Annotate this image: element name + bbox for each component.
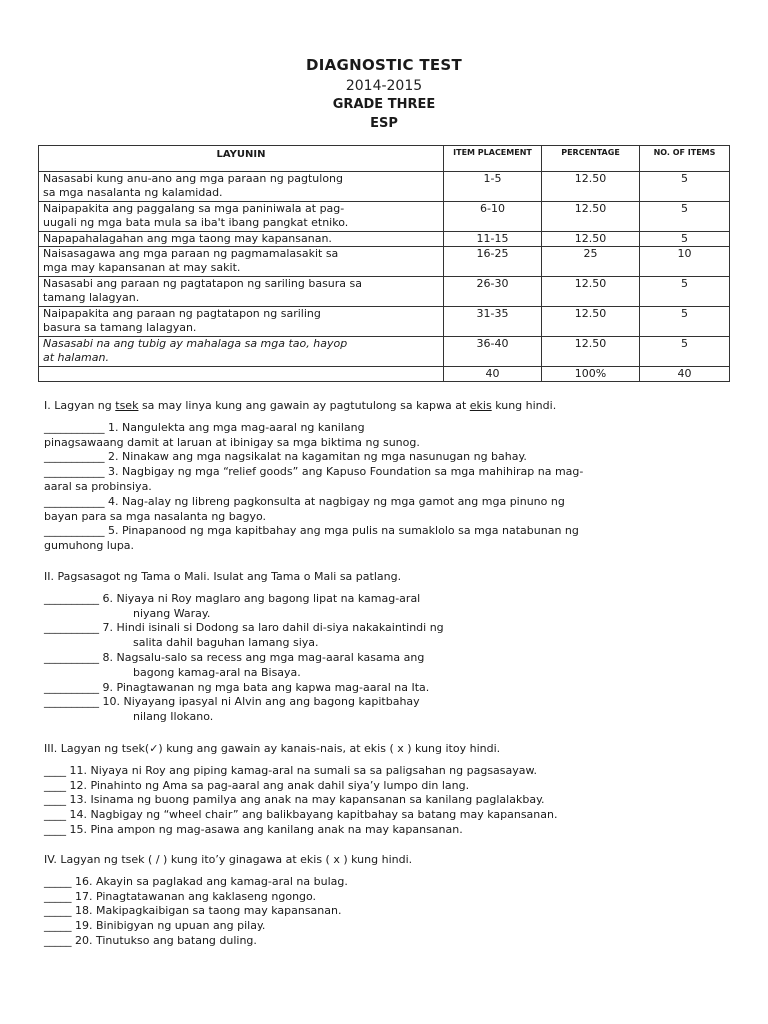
instruction-ekis: ekis (469, 399, 492, 412)
question-line: _____ 20. Tinutukso ang batang duling. (44, 933, 257, 947)
table-row (39, 247, 730, 277)
items-cell: 5 (640, 337, 730, 367)
percentage-cell: 25 (542, 247, 640, 277)
question-line: ____ 14. Nagbigay ng “wheel chair” ang balikbayang kapitbahay sa batang may kapansanan. (44, 808, 558, 822)
objective-line: Nasasabi na ang tubig ay mahalaga sa mga tao, hayop (43, 337, 348, 350)
question-line: __________ 6. Niyaya ni Roy maglaro ang bagong lipat na kamag-aral (44, 591, 421, 605)
table-of-specifications (38, 145, 730, 382)
subject: ESP (370, 116, 398, 131)
table-row (39, 277, 730, 307)
table-row (39, 172, 730, 202)
question-line: _____ 17. Pinagtatawanan ang kaklaseng ngongo. (44, 889, 317, 903)
question-line: salita dahil baguhan lamang siya. (133, 636, 319, 650)
item-placement-cell: 26-30 (444, 277, 542, 307)
objective-line: tamang lalagyan. (43, 291, 140, 304)
header-no-of-items: NO. OF ITEMS (640, 146, 730, 172)
objective-line: Naisasagawa ang mga paraan ng pagmamalasakit sa (43, 247, 339, 260)
question-line: gumuhong lupa. (44, 539, 135, 553)
table-row (39, 202, 730, 232)
instruction-text: sa may linya kung ang gawain ay pagtutulong sa kapwa at (138, 399, 470, 412)
item-placement-cell: 31-35 (444, 307, 542, 337)
question-line: niyang Waray. (133, 606, 211, 620)
question-line: _____ 19. Binibigyan ng upuan ang pilay. (44, 919, 266, 933)
question-line: ___________ 2. Ninakaw ang mga nagsikalat na kagamitan ng mga nasunugan ng bahay. (44, 450, 527, 464)
question-line: ___________ 1. Nangulekta ang mga mag-aaral ng kanilang (44, 420, 365, 434)
question-line: ____ 13. Isinama ng buong pamilya ang anak na may kapansanan sa kanilang paglalakbay. (44, 793, 545, 807)
objective-line: mga may kapansanan at may sakit. (43, 261, 241, 274)
question-line: __________ 9. Pinagtawanan ng mga bata ang kapwa mag-aaral na Ita. (44, 680, 430, 694)
total-placement: 40 (444, 367, 542, 382)
percentage-cell: 12.50 (542, 202, 640, 232)
objective-line: sa mga nasalanta ng kalamidad. (43, 186, 223, 199)
question-line: bagong kamag-aral na Bisaya. (133, 665, 301, 679)
items-cell: 5 (640, 307, 730, 337)
instruction-text: kung hindi. (491, 399, 557, 412)
header-layunin: LAYUNIN (39, 146, 444, 172)
question-line: _____ 18. Makipagkaibigan sa taong may kapansanan. (44, 904, 342, 918)
percentage-cell: 12.50 (542, 307, 640, 337)
percentage-cell: 12.50 (542, 337, 640, 367)
part-2 (44, 570, 444, 725)
grade-level: GRADE THREE (332, 97, 436, 112)
question-line: __________ 8. Nagsalu-salo sa recess ang mga mag-aaral kasama ang (44, 650, 425, 664)
percentage-cell: 12.50 (542, 277, 640, 307)
question-line: ____ 11. Niyaya ni Roy ang piping kamag-aral na sumali sa sa paligsahan ng pagsasayaw. (44, 763, 537, 777)
question-line: bayan para sa mga nasalanta ng bagyo. (44, 509, 267, 523)
question-line: __________ 10. Niyayang ipasyal ni Alvin ang ang bagong kapitbahay (44, 695, 420, 709)
objective-line: at halaman. (43, 351, 109, 364)
items-cell: 5 (640, 172, 730, 202)
question-line: pinagsawaang damit at laruan at ibinigay sa mga biktima ng sunog. (44, 435, 420, 449)
question-line: _____ 16. Akayin sa paglakad ang kamag-aral na bulag. (44, 874, 348, 888)
table-row (39, 337, 730, 367)
question-line: ____ 15. Pina ampon ng mag-asawa ang kanilang anak na may kapansanan. (44, 822, 463, 836)
percentage-cell: 12.50 (542, 172, 640, 202)
question-line: ___________ 5. Pinapanood ng mga kapitbahay ang mga pulis na sumaklolo sa mga natabunan ng (44, 524, 579, 538)
objective-line: Naipapakita ang paraan ng pagtatapon ng sariling (43, 307, 321, 320)
item-placement-cell: 1-5 (444, 172, 542, 202)
part-3-instruction: III. Lagyan ng tsek(✓) kung ang gawain ay kanais-nais, at ekis ( x ) kung itoy hindi. (44, 742, 501, 755)
objective-line: Napapahalagahan ang mga taong may kapansanan. (39, 232, 444, 247)
items-cell: 5 (640, 202, 730, 232)
objective-line: uugali ng mga bata mula sa iba't ibang pangkat etniko. (43, 216, 349, 229)
instruction-tsek: tsek (115, 399, 139, 412)
items-cell: 5 (640, 232, 730, 247)
table-row (39, 307, 730, 337)
item-placement-cell: 6-10 (444, 202, 542, 232)
header-percentage: PERCENTAGE (542, 146, 640, 172)
items-cell: 5 (640, 277, 730, 307)
school-year: 2014-2015 (345, 78, 423, 94)
test-title: DIAGNOSTIC TEST (305, 56, 463, 74)
objective-line: Nasasabi kung anu-ano ang mga paraan ng pagtulong (43, 172, 343, 185)
part-1 (44, 399, 583, 554)
question-line: aaral sa probinsiya. (44, 479, 152, 493)
total-items: 40 (640, 367, 730, 382)
part-4 (44, 853, 412, 949)
part-4-instruction: IV. Lagyan ng tsek ( / ) kung ito’y ginagawa at ekis ( x ) kung hindi. (44, 853, 413, 866)
objective-line: basura sa tamang lalagyan. (43, 321, 197, 334)
item-placement-cell: 36-40 (444, 337, 542, 367)
total-row (39, 367, 730, 382)
total-percentage: 100% (542, 367, 640, 382)
part-1-instruction (44, 399, 583, 414)
part-2-instruction: II. Pagsasagot ng Tama o Mali. Isulat ang Tama o Mali sa patlang. (44, 570, 402, 583)
header-item-placement: ITEM PLACEMENT (444, 146, 542, 172)
question-line: nilang Ilokano. (133, 710, 214, 724)
percentage-cell: 12.50 (542, 232, 640, 247)
instruction-text: I. Lagyan ng (44, 399, 116, 412)
objective-line: Naipapakita ang paggalang sa mga paniniwala at pag- (43, 202, 345, 215)
item-placement-cell: 16-25 (444, 247, 542, 277)
question-line: __________ 7. Hindi isinali si Dodong sa laro dahil di-siya nakakaintindi ng (44, 621, 444, 635)
part-3 (44, 742, 557, 838)
question-line: ___________ 3. Nagbigay ng mga “relief goods” ang Kapuso Foundation sa mga mahihirap na mag- (44, 465, 584, 479)
question-line: ___________ 4. Nag-alay ng libreng pagkonsulta at nagbigay ng mga gamot ang mga pinuno ng (44, 494, 565, 508)
table-row (39, 232, 730, 247)
items-cell: 10 (640, 247, 730, 277)
question-line: ____ 12. Pinahinto ng Ama sa pag-aaral ang anak dahil siya’y lumpo din lang. (44, 778, 470, 792)
objective-line: Nasasabi ang paraan ng pagtatapon ng sariling basura sa (43, 277, 362, 290)
item-placement-cell: 11-15 (444, 232, 542, 247)
